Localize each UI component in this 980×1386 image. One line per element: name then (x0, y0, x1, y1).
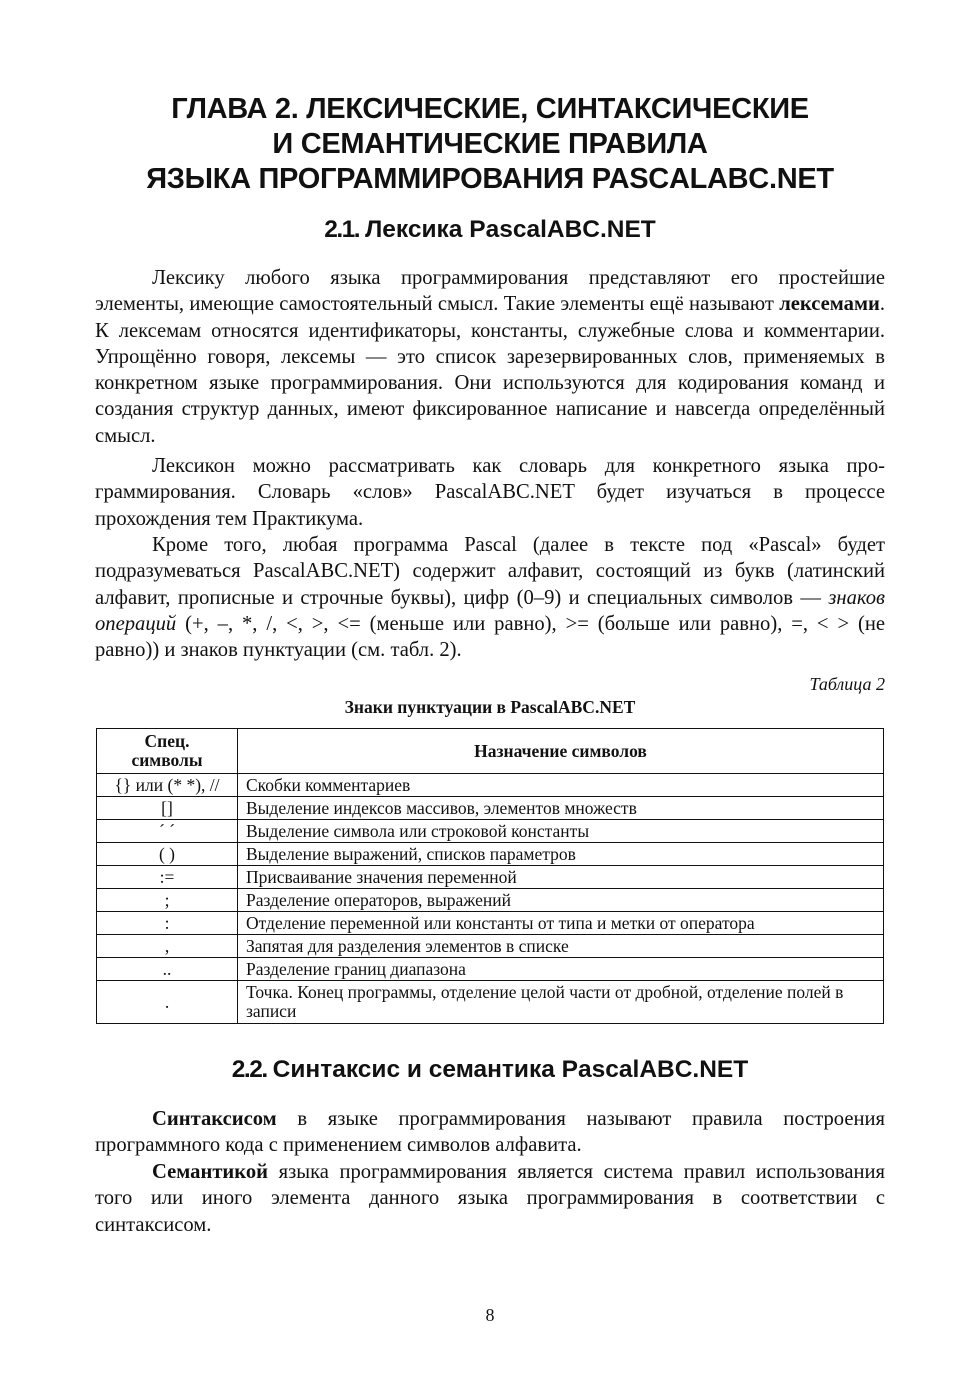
table-row (97, 935, 884, 958)
table-number: Таблица 2 (809, 674, 885, 694)
symbol-cell: .. (97, 958, 238, 981)
purpose-cell: Выделение символа или строковой константы (238, 820, 884, 843)
table-row (97, 774, 884, 797)
symbol-cell: . (97, 981, 238, 1024)
table-title: Знаки пунктуации в PascalABC.NET (344, 697, 636, 717)
table-row (97, 912, 884, 935)
section-heading-2-2 (95, 1055, 885, 1085)
term-semantics: Семантикой (152, 1161, 269, 1183)
symbol-cell: , (97, 935, 238, 958)
symbol-cell: ´ ´ (97, 820, 238, 843)
table-row (97, 866, 884, 889)
symbol-cell: ; (97, 889, 238, 912)
symbol-cell: {} или (* *), // (97, 774, 238, 797)
symbol-cell: := (97, 866, 238, 889)
paragraph-text: Кроме того, любая программа Pascal (далее в тексте под «Pascal» будет подразумеваться PascalABC.NET) содержит алфавит, состоящий из букв (латинский алфавит, прописные и строчные буквы), цифр (0–9) и специальных символов — (95, 534, 885, 609)
chapter-title-line: ГЛАВА 2. ЛЕКСИЧЕСКИЕ, СИНТАКСИЧЕСКИЕ (171, 93, 809, 125)
purpose-cell: Разделение границ диапазона (238, 958, 884, 981)
paragraph-lexicon (95, 453, 885, 532)
paragraph-syntax (95, 1106, 885, 1159)
section-number: 2.1. (324, 216, 360, 243)
table-row (97, 820, 884, 843)
paragraph-text: (+, –, *, /, <, >, <= (меньше или равно), >= (больше или равно), =, < > (не равно)) и знаков пунктуации (см. табл. 2). (95, 612, 885, 662)
paragraph-alphabet (95, 532, 885, 663)
paragraph-text: Лексику любого языка программирования представляют его простейшие элементы, имеющие самостоятельный смысл. Такие элементы ещё называют (95, 267, 885, 316)
header-symbols (97, 729, 238, 774)
symbol-cell: : (97, 912, 238, 935)
section-title: Лексика PascalABC.NET (365, 216, 656, 243)
purpose-cell: Скобки комментариев (238, 774, 884, 797)
header-text: Спец. (144, 731, 190, 751)
chapter-title (95, 92, 885, 197)
page-number: 8 (485, 1305, 495, 1325)
section-heading-2-1 (95, 215, 885, 245)
table-header-row (97, 729, 884, 774)
chapter-title-line: И СЕМАНТИЧЕСКИЕ ПРАВИЛА (272, 128, 708, 160)
purpose-cell: Запятая для разделения элементов в списке (238, 935, 884, 958)
table-row (97, 797, 884, 820)
header-purpose: Назначение символов (238, 729, 884, 774)
symbol-cell: [] (97, 797, 238, 820)
purpose-cell: Разделение операторов, выражений (238, 889, 884, 912)
header-text: символы (131, 750, 203, 770)
term-syntax: Синтаксисом (152, 1108, 277, 1130)
paragraph-text: в языке программирования называют правила построения программного кода с применением символов алфавита. (95, 1108, 885, 1157)
purpose-cell: Выделение выражений, списков параметров (238, 843, 884, 866)
chapter-title-line: ЯЗЫКА ПРОГРАММИРОВАНИЯ PASCALABC.NET (146, 163, 834, 195)
section-number: 2.2. (231, 1056, 267, 1083)
paragraph-lexics-definition (95, 265, 885, 449)
term-operators: знаков операций (95, 586, 885, 635)
section-title: Синтаксис и семантика PascalABC.NET (272, 1056, 749, 1083)
punctuation-table (96, 728, 884, 1024)
paragraph-text: . К лексемам относятся идентификаторы, константы, служебные слова и комментарии. Упрощённо говоря, лексемы — это список зарезервированных слов, применяемых в конкретном языке программирования. Они используются для кодирования команд и создания структур данных, имеют фиксированное написание и навсегда определённый смысл. (95, 293, 885, 447)
paragraph-text: языка программирования является система правил использования того или иного элемента данного языка программирования в соответствии с синтаксисом. (95, 1161, 885, 1236)
purpose-cell: Точка. Конец программы, отделение целой части от дробной, отделение полей в записи (238, 981, 884, 1024)
table-row (97, 958, 884, 981)
purpose-cell: Присваивание значения переменной (238, 866, 884, 889)
table-row (97, 889, 884, 912)
table-row (97, 981, 884, 1024)
term-lexemes: лексемами (779, 293, 880, 316)
paragraph-semantics (95, 1159, 885, 1238)
purpose-cell: Отделение переменной или константы от типа и метки от оператора (238, 912, 884, 935)
table-row (97, 843, 884, 866)
paragraph-text: Лексикон можно рассматривать как словарь для конкретного языка программирования. Словарь «слов» PascalABC.NET будет изучаться в процессе прохождения тем Практикума. (95, 455, 885, 530)
symbol-cell: ( ) (97, 843, 238, 866)
purpose-cell: Выделение индексов массивов, элементов множеств (238, 797, 884, 820)
